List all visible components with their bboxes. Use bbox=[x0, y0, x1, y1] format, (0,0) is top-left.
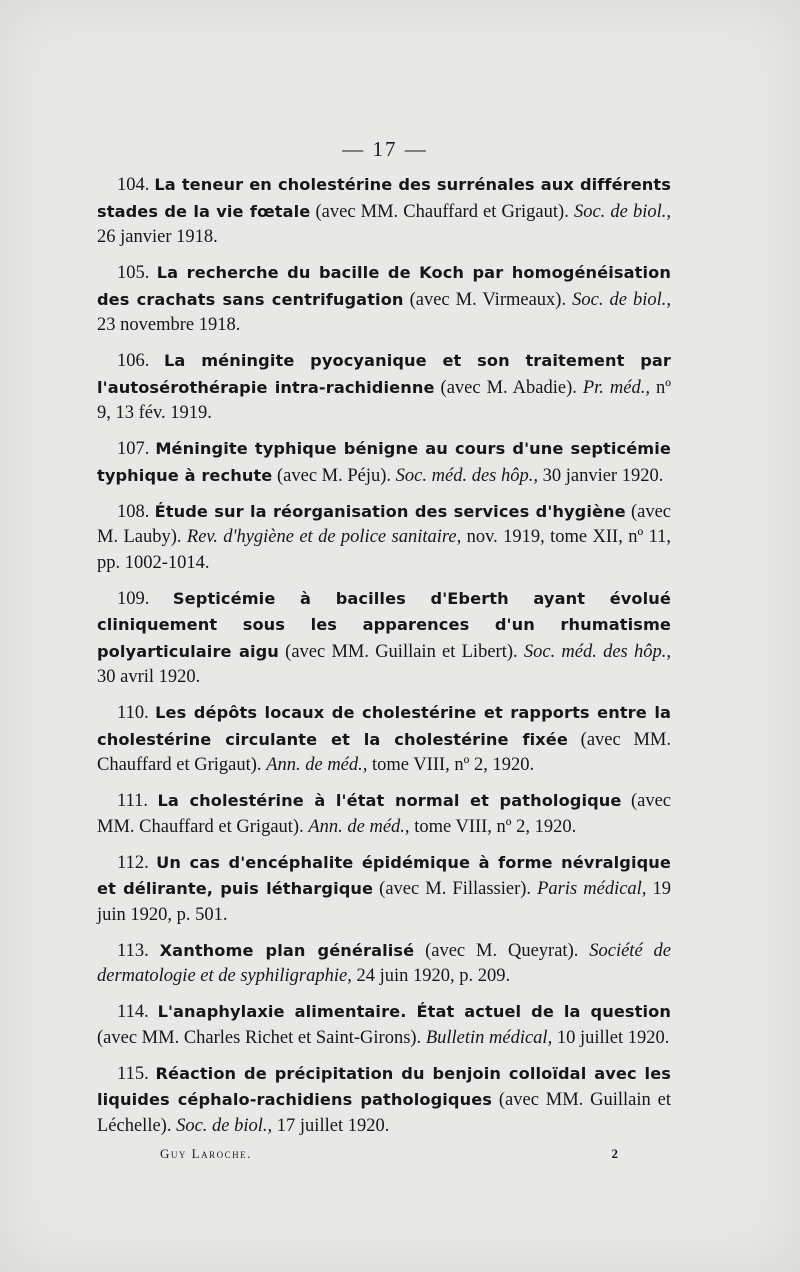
entry-authors: (avec MM. Guillain et Léchelle). bbox=[97, 1090, 671, 1136]
entry-authors: (avec MM. Guillain et Libert). bbox=[278, 641, 524, 662]
entry-title: Xanthome plan généralisé bbox=[159, 940, 415, 960]
bibliography-entry bbox=[97, 938, 671, 990]
bibliography-entry bbox=[97, 586, 671, 691]
entry-number: 111. bbox=[117, 791, 149, 811]
entry-number: 112. bbox=[117, 852, 149, 873]
signature-mark: 2 bbox=[611, 1146, 618, 1161]
bibliography-entry bbox=[97, 1061, 671, 1140]
entry-journal: Soc. méd. des hôp., bbox=[523, 641, 671, 662]
entry-number: 105. bbox=[117, 263, 150, 283]
entry-journal: Ann. de méd., bbox=[308, 816, 410, 837]
page-footer bbox=[160, 1146, 618, 1162]
entry-journal: Soc. de biol., bbox=[573, 201, 672, 222]
entry-title: La recherche du bacille de Koch par homogénéisation des crachats sans centrifugation bbox=[97, 263, 672, 309]
entry-date: 10 juillet 1920. bbox=[552, 1027, 670, 1048]
entry-date: 23 novembre 1918. bbox=[97, 315, 241, 335]
bibliography-entry bbox=[97, 172, 671, 251]
entry-authors: (avec MM. Chauffard et Grigaut). bbox=[97, 791, 671, 837]
bibliography-entry bbox=[97, 260, 671, 339]
entry-title: Étude sur la réorganisation des services d'hygiène bbox=[154, 501, 626, 521]
entry-date: tome VIII, nº 2, 1920. bbox=[367, 755, 535, 775]
bibliography-entry bbox=[97, 436, 671, 489]
entry-title: Méningite typhique bénigne au cours d'une septicémie typhique à rechute bbox=[97, 439, 672, 485]
entry-date: 19 juin 1920, p. 501. bbox=[97, 879, 671, 925]
entry-journal: Soc. de biol., bbox=[176, 1115, 273, 1136]
bibliography-entry bbox=[97, 850, 671, 929]
bibliography-entry bbox=[97, 700, 671, 779]
entry-authors: (avec MM. Chauffard et Grigaut). bbox=[310, 201, 574, 222]
entry-date: nov. 1919, tome XII, nº 11, pp. 1002-1014. bbox=[97, 527, 672, 573]
entry-journal: Bulletin médical, bbox=[425, 1027, 553, 1048]
entry-number: 104. bbox=[117, 175, 150, 195]
entry-title: La teneur en cholestérine des surrénales aux différents stades de la vie fœtale bbox=[97, 175, 672, 221]
entry-journal: Rev. d'hygiène et de police sanitaire, bbox=[186, 527, 462, 547]
entry-journal: Soc. méd. des hôp., bbox=[395, 465, 538, 486]
entry-date: 30 avril 1920. bbox=[97, 667, 201, 687]
entry-number: 113. bbox=[117, 940, 149, 961]
entry-number: 109. bbox=[117, 588, 150, 609]
entry-title: La méningite pyocyanique et son traitement par l'autosérothérapie intra-rachidienne bbox=[97, 351, 672, 397]
entry-title: Un cas d'encéphalite épidémique à forme névralgique et délirante, puis léthargique bbox=[97, 852, 672, 898]
entry-journal: Ann. de méd., bbox=[266, 755, 368, 775]
entry-title: La cholestérine à l'état normal et pathologique bbox=[157, 791, 622, 810]
entry-number: 115. bbox=[117, 1063, 149, 1084]
entry-number: 106. bbox=[117, 351, 150, 371]
bibliography-list bbox=[97, 172, 671, 1149]
entry-journal: Pr. méd., bbox=[582, 377, 651, 398]
bibliography-entry bbox=[97, 499, 671, 577]
entry-number: 108. bbox=[117, 501, 150, 522]
entry-authors: (avec M. Abadie). bbox=[434, 377, 583, 398]
footer-author: Guy Laroche. bbox=[160, 1146, 252, 1161]
entry-title: Les dépôts locaux de cholestérine et rapports entre la cholestérine circulante et la cholestérine fixée bbox=[97, 703, 672, 749]
entry-date: 17 juillet 1920. bbox=[272, 1115, 390, 1136]
entry-journal: Paris médical, bbox=[537, 879, 647, 899]
entry-number: 110. bbox=[117, 703, 149, 723]
entry-title: L'anaphylaxie alimentaire. État actuel de la question bbox=[157, 1002, 671, 1021]
entry-date: nº 9, 13 fév. 1919. bbox=[97, 377, 671, 423]
page-number: — 17 — bbox=[342, 137, 428, 161]
entry-title: Réaction de précipitation du benjoin colloïdal avec les liquides céphalo-rachidiens pathologiques bbox=[97, 1063, 672, 1109]
entry-journal: Soc. de biol., bbox=[572, 289, 671, 310]
entry-authors: (avec M. Queyrat). bbox=[414, 940, 590, 961]
entry-number: 114. bbox=[117, 1002, 149, 1022]
entry-date: 24 juin 1920, p. 209. bbox=[351, 966, 511, 986]
entry-date: 30 janvier 1920. bbox=[537, 465, 664, 486]
bibliography-entry bbox=[97, 348, 671, 427]
entry-number: 107. bbox=[117, 439, 150, 459]
entry-authors: (avec M. Lauby). bbox=[97, 501, 671, 547]
entry-authors: (avec M. Virmeaux). bbox=[403, 289, 573, 310]
entry-journal: Société de dermatologie et de syphiligraphie, bbox=[97, 940, 672, 986]
entry-date: 26 janvier 1918. bbox=[97, 227, 218, 247]
entry-authors: (avec MM. Chauffard et Grigaut). bbox=[97, 729, 671, 775]
entry-date: tome VIII, nº 2, 1920. bbox=[409, 816, 577, 837]
bibliography-entry bbox=[97, 999, 671, 1051]
entry-authors: (avec M. Péju). bbox=[272, 465, 396, 486]
entry-title: Septicémie à bacilles d'Eberth ayant évolué cliniquement sous les apparences d'un rhumatisme polyarticulaire aigu bbox=[97, 588, 672, 661]
entry-authors: (avec M. Fillassier). bbox=[373, 879, 538, 899]
bibliography-entry bbox=[97, 788, 671, 840]
entry-authors: (avec MM. Charles Richet et Saint-Girons). bbox=[97, 1027, 426, 1048]
